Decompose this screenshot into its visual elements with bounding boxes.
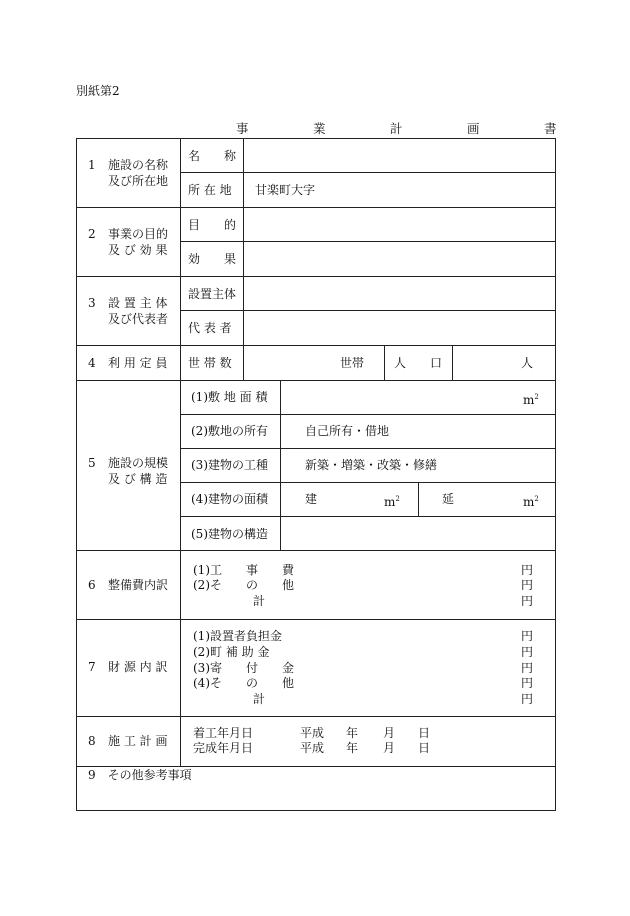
funding-donation-label: (3)寄 付 金 [193, 661, 294, 675]
population-field[interactable] [453, 346, 518, 380]
cost-other-unit: 円 [521, 578, 534, 592]
site-ownership-label: (2)敷地の所有 [191, 424, 268, 438]
start-date-month: 月 [383, 726, 396, 740]
building-area-prefix: 建 [305, 492, 318, 506]
building-structure-label: (5)建物の構造 [191, 527, 268, 541]
sub-row-separator [180, 414, 556, 415]
cost-construction-label: (1)工 事 費 [193, 563, 294, 577]
households-field[interactable] [244, 346, 339, 380]
row9-label: 9 その他参考事項 [88, 768, 192, 782]
cost-total-unit: 円 [521, 594, 534, 608]
sub-row-separator [180, 172, 556, 173]
row-separator [76, 619, 556, 620]
row-separator [76, 550, 556, 551]
site-area-unit: $m^2$ [523, 393, 539, 407]
document-title: 事 業 計 画 書 [236, 121, 583, 136]
site-area-label: (1)敷 地 面 積 [191, 390, 268, 404]
population-unit: 人 [521, 356, 534, 370]
start-date-label: 着工年月日 [193, 726, 254, 740]
construction-type-label: (3)建物の工種 [191, 458, 268, 472]
row4-number: 4 [88, 356, 96, 370]
building-structure-field[interactable] [281, 517, 555, 550]
row1-number: 1 [88, 158, 96, 172]
row8-label: 施 工 計 画 [108, 734, 168, 748]
row6-number: 6 [88, 578, 96, 592]
total-floor-area-unit: $m^2$ [523, 495, 539, 509]
start-date-era: 平成 [300, 726, 325, 740]
row4-divider [384, 345, 385, 380]
site-ownership-options[interactable]: 自己所有・借地 [305, 424, 390, 438]
row-separator [76, 716, 556, 717]
label-column-divider [180, 138, 181, 766]
end-date-era: 平成 [300, 741, 325, 755]
building-area-label: (4)建物の面積 [191, 492, 268, 506]
cost-construction-unit: 円 [521, 563, 534, 577]
funding-founder-unit: 円 [521, 629, 534, 643]
founder-field[interactable] [244, 277, 555, 310]
table-border-bottom [76, 810, 556, 811]
remarks-field[interactable] [77, 784, 555, 810]
row2-label-line1: 事業の目的 [108, 227, 169, 241]
row3-number: 3 [88, 296, 96, 310]
funding-total-label: 計 [193, 692, 266, 706]
representative-field[interactable] [244, 311, 555, 345]
construction-type-options[interactable]: 新築・増築・改築・修繕 [305, 458, 438, 472]
households-unit: 世帯 [340, 356, 365, 370]
cost-other-label: (2)そ の 他 [193, 578, 294, 592]
funding-other-unit: 円 [521, 676, 534, 690]
end-date-month: 月 [383, 741, 396, 755]
households-label: 世 帯 数 [188, 356, 232, 370]
table-border-right [555, 138, 556, 811]
location-field[interactable]: 甘楽町大字 [255, 183, 316, 197]
start-date-year: 年 [346, 726, 359, 740]
row8-number: 8 [88, 734, 96, 748]
building-area-unit: $m^2$ [384, 495, 400, 509]
end-date-day: 日 [418, 741, 431, 755]
row4-label: 利 用 定 員 [108, 356, 168, 370]
site-area-field[interactable] [281, 381, 511, 414]
funding-founder-label: (1)設置者負担金 [193, 629, 282, 643]
total-floor-area-prefix: 延 [442, 492, 455, 506]
funding-donation-unit: 円 [521, 661, 534, 675]
representative-label: 代 表 者 [188, 321, 232, 335]
row5-label-line2: 及 び 構 造 [108, 472, 168, 486]
founder-label: 設置主体 [188, 287, 237, 301]
funding-total-unit: 円 [521, 692, 534, 706]
row5-area-divider [418, 482, 419, 516]
purpose-label: 目 的 [188, 218, 237, 232]
document-label: 別紙第2 [76, 84, 120, 98]
row3-label-line2: 及び代表者 [108, 312, 169, 326]
end-date-year: 年 [346, 741, 359, 755]
row2-label-line2: 及 び 効 果 [108, 243, 168, 257]
row-separator [76, 766, 556, 767]
funding-town-subsidy-unit: 円 [521, 645, 534, 659]
row5-label-line1: 施設の規模 [108, 456, 169, 470]
effect-label: 効 果 [188, 252, 237, 266]
row7-label: 財 源 内 訳 [108, 660, 168, 674]
facility-name-field[interactable] [244, 139, 555, 172]
row7-number: 7 [88, 660, 96, 674]
table-border-left [76, 138, 77, 811]
funding-town-subsidy-label: (2)町 補 助 金 [193, 645, 270, 659]
funding-other-label: (4)そ の 他 [193, 676, 294, 690]
cost-total-label: 計 [193, 594, 266, 608]
row1-label-line1: 施設の名称 [108, 158, 169, 172]
total-floor-area-field[interactable] [458, 483, 518, 516]
end-date-label: 完成年月日 [193, 741, 254, 755]
location-label: 所 在 地 [188, 183, 232, 197]
row1-label-line2: 及び所在地 [108, 174, 169, 188]
population-label: 人 口 [394, 356, 443, 370]
effect-field[interactable] [244, 242, 555, 276]
purpose-field[interactable] [244, 208, 555, 241]
building-area-field[interactable] [320, 483, 380, 516]
facility-name-label: 名 称 [188, 149, 237, 163]
start-date-day: 日 [418, 726, 431, 740]
row6-label: 整備費内訳 [108, 578, 169, 592]
row3-label-line1: 設 置 主 体 [108, 296, 168, 310]
row2-number: 2 [88, 227, 96, 241]
row5-number: 5 [88, 456, 96, 470]
sub-row-separator [180, 448, 556, 449]
